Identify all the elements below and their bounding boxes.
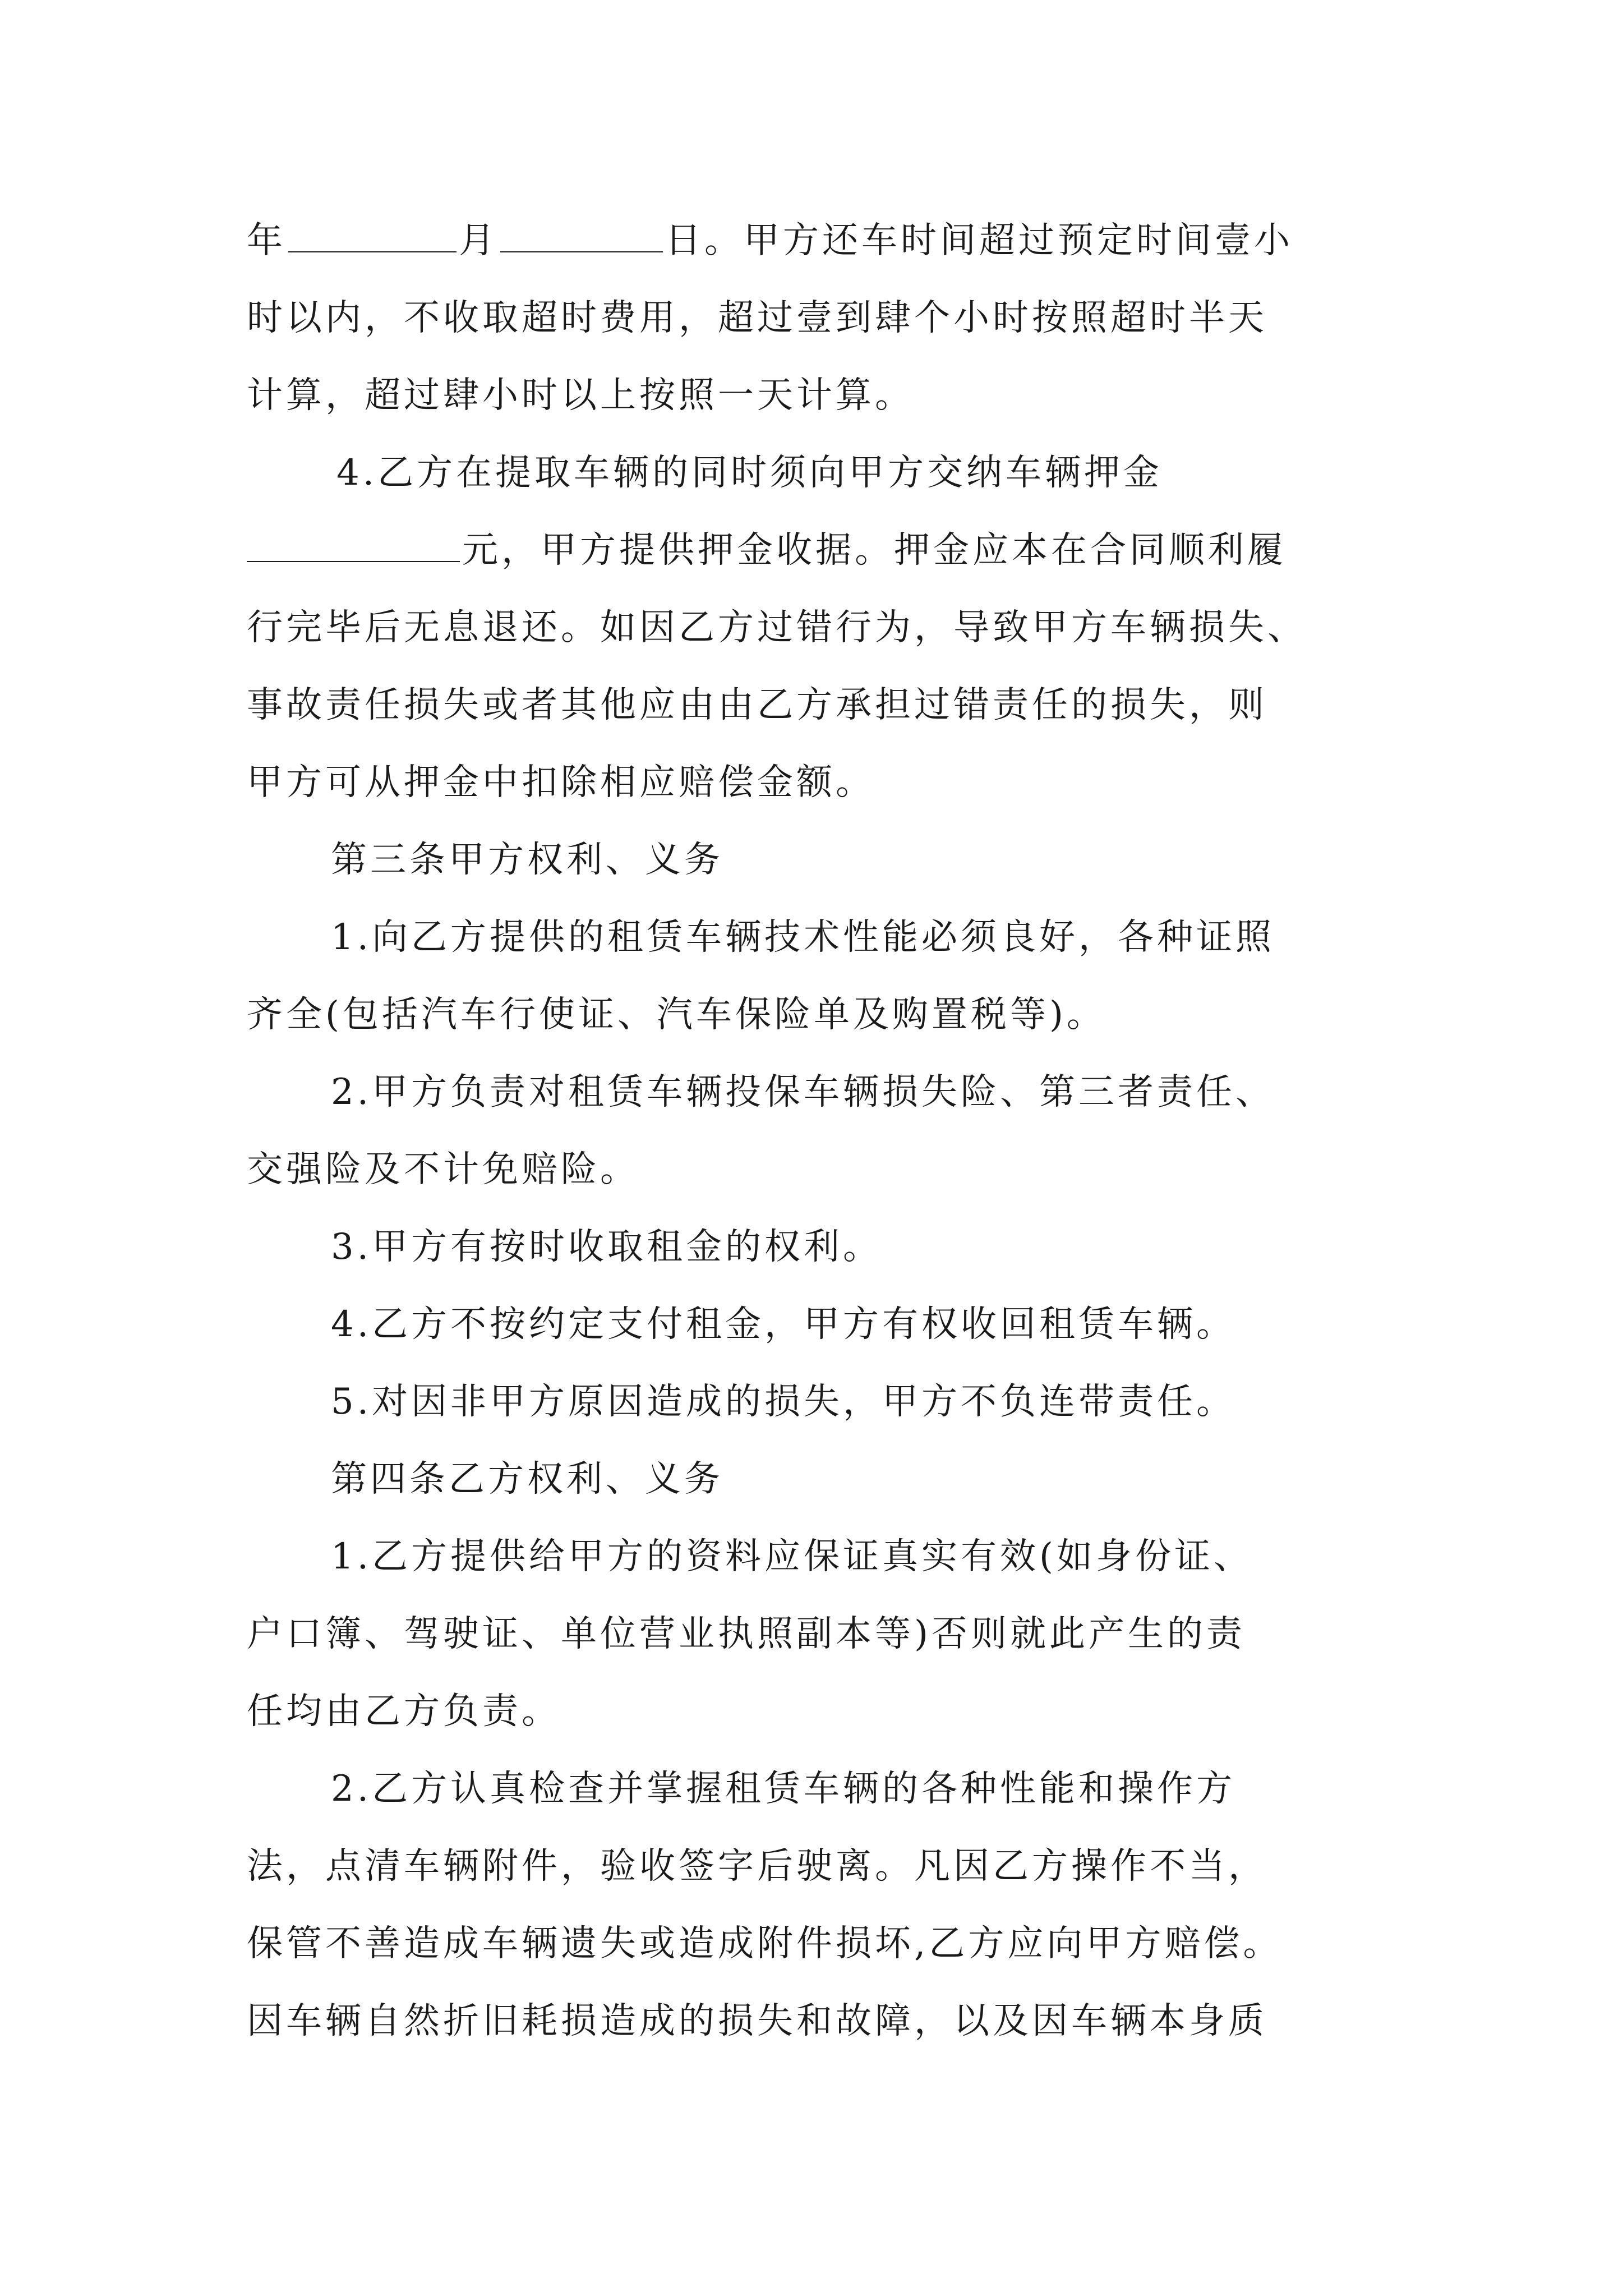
- text-line: 2.乙方认真检查并掌握租赁车辆的各种性能和操作方: [331, 1768, 1236, 1810]
- text-line: 时以内，不收取超时费用，超过壹到肆个小时按照超时半天: [247, 297, 1267, 339]
- text-line: 户口簿、驾驶证、单位营业执照副本等)否则就此产生的责: [247, 1613, 1246, 1655]
- text-line: 2.甲方负责对租赁车辆投保车辆损失险、第三者责任、: [331, 1071, 1275, 1113]
- deposit-rest-text: 元，甲方提供押金收据。押金应本在合同顺利履: [462, 530, 1287, 571]
- section-3-item-4: 4.乙方不按约定支付租金，甲方有权收回租赁车辆。: [331, 1304, 1236, 1345]
- section-3-title: 第三条甲方权利、义务: [331, 839, 723, 881]
- day-rest-text: 日。甲方还车时间超过预定时间壹小: [665, 220, 1293, 261]
- text-line: 1.乙方提供给甲方的资料应保证真实有效(如身份证、: [331, 1536, 1253, 1577]
- section-3-item-3: 3.甲方有按时收取租金的权利。: [331, 1226, 883, 1268]
- text-line: 保管不善造成车辆遗失或造成附件损坏,乙方应向甲方赔偿。: [247, 1923, 1283, 1964]
- section-4-item-1: [247, 1518, 1391, 1750]
- text-line: 甲方可从押金中扣除相应赔偿金额。: [247, 762, 875, 803]
- section-3-item-2: [247, 1053, 1391, 1208]
- text-line: 任均由乙方负责。: [247, 1691, 561, 1732]
- text-line: 事故责任损失或者其他应由由乙方承担过错责任的损失，则: [247, 684, 1267, 726]
- document-body: [247, 202, 1391, 2060]
- text-line: 交强险及不计免赔险。: [247, 1149, 639, 1190]
- month-blank: [288, 218, 457, 252]
- text-line: [247, 512, 1391, 589]
- paragraph-deposit: [247, 434, 1391, 821]
- text-line: 行完毕后无息退还。如因乙方过错行为，导致甲方车辆损失、: [247, 607, 1307, 648]
- paragraph-return-time: [247, 202, 1391, 434]
- text-line: 1.向乙方提供的租赁车辆技术性能必须良好，各种证照: [331, 917, 1275, 958]
- section-4-item-2: [247, 1750, 1391, 2060]
- month-label: 月: [459, 220, 498, 261]
- text-line: 齐全(包括汽车行使证、汽车保险单及购置税等)。: [247, 994, 1106, 1036]
- text-line: 4.乙方在提取车辆的同时须向甲方交纳车辆押金: [336, 452, 1163, 494]
- text-line: 计算，超过肆小时以上按照一天计算。: [247, 375, 914, 416]
- deposit-amount-blank: [247, 527, 460, 562]
- year-label: 年: [247, 220, 286, 261]
- text-line: 因车辆自然折旧耗损造成的损失和故障，以及因车辆本身质: [247, 2000, 1267, 2042]
- section-3-item-1: [247, 899, 1391, 1053]
- text-line: [247, 202, 1391, 279]
- text-line: 法，点清车辆附件，验收签字后驶离。凡因乙方操作不当，: [247, 1846, 1267, 1887]
- section-4-title: 第四条乙方权利、义务: [331, 1458, 723, 1500]
- day-blank: [500, 218, 663, 252]
- section-3-item-5: 5.对因非甲方原因造成的损失，甲方不负连带责任。: [331, 1381, 1236, 1423]
